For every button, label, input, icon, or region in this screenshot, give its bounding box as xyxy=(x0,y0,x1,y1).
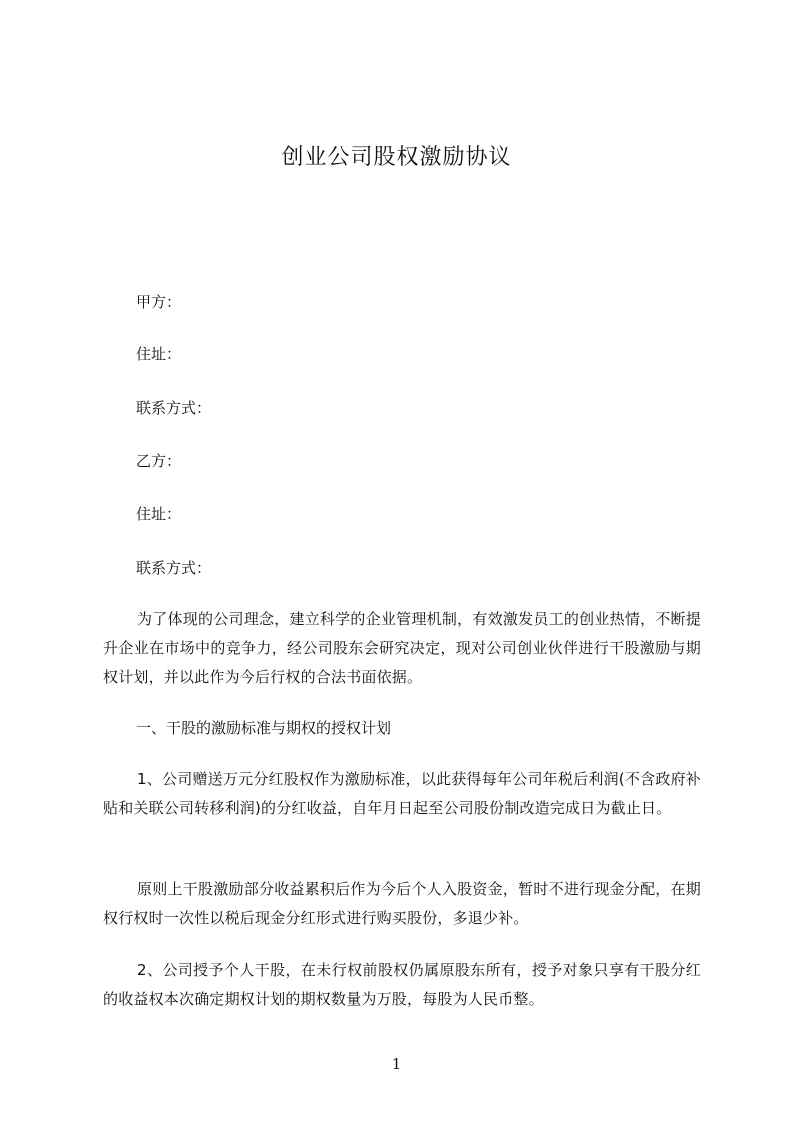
page-number: 1 xyxy=(391,1055,402,1073)
party-b-name-label: 乙方： xyxy=(136,452,182,470)
clause-1-note-paragraph: 原则上干股激励部分收益累积后作为今后个人入股资金，暂时不进行现金分配，在期权行权时一次性以税后现金分红形式进行购买股份，多退少补。 xyxy=(103,880,701,927)
intro-paragraph: 为了体现的公司理念，建立科学的企业管理机制，有效激发员工的创业热情，不断提升企业在市场中的竞争力，经公司股东会研究决定，现对公司创业伙伴进行干股激励与期权计划，并以此作为今后行权的合法书面依据。 xyxy=(103,610,701,686)
party-a-name-label: 甲方： xyxy=(136,293,182,311)
party-a-contact-label: 联系方式： xyxy=(136,399,212,417)
clause-2-paragraph: 2、公司授予个人干股，在未行权前股权仍属原股东所有，授予对象只享有干股分红的收益权本次确定期权计划的期权数量为万股，每股为人民币整。 xyxy=(103,961,701,1008)
party-a-address-label: 住址： xyxy=(136,345,182,363)
document-title: 创业公司股权激励协议 xyxy=(281,145,512,170)
party-b-contact-label: 联系方式： xyxy=(136,559,212,577)
clause-1-paragraph: 1、公司赠送万元分红股权作为激励标准，以此获得每年公司年税后利润(不含政府补贴和关联公司转移利润)的分红收益，自年月日起至公司股份制改造完成日为截止日。 xyxy=(103,770,701,817)
section-1-heading: 一、干股的激励标准与期权的授权计划 xyxy=(136,719,392,737)
party-b-address-label: 住址： xyxy=(136,505,182,523)
